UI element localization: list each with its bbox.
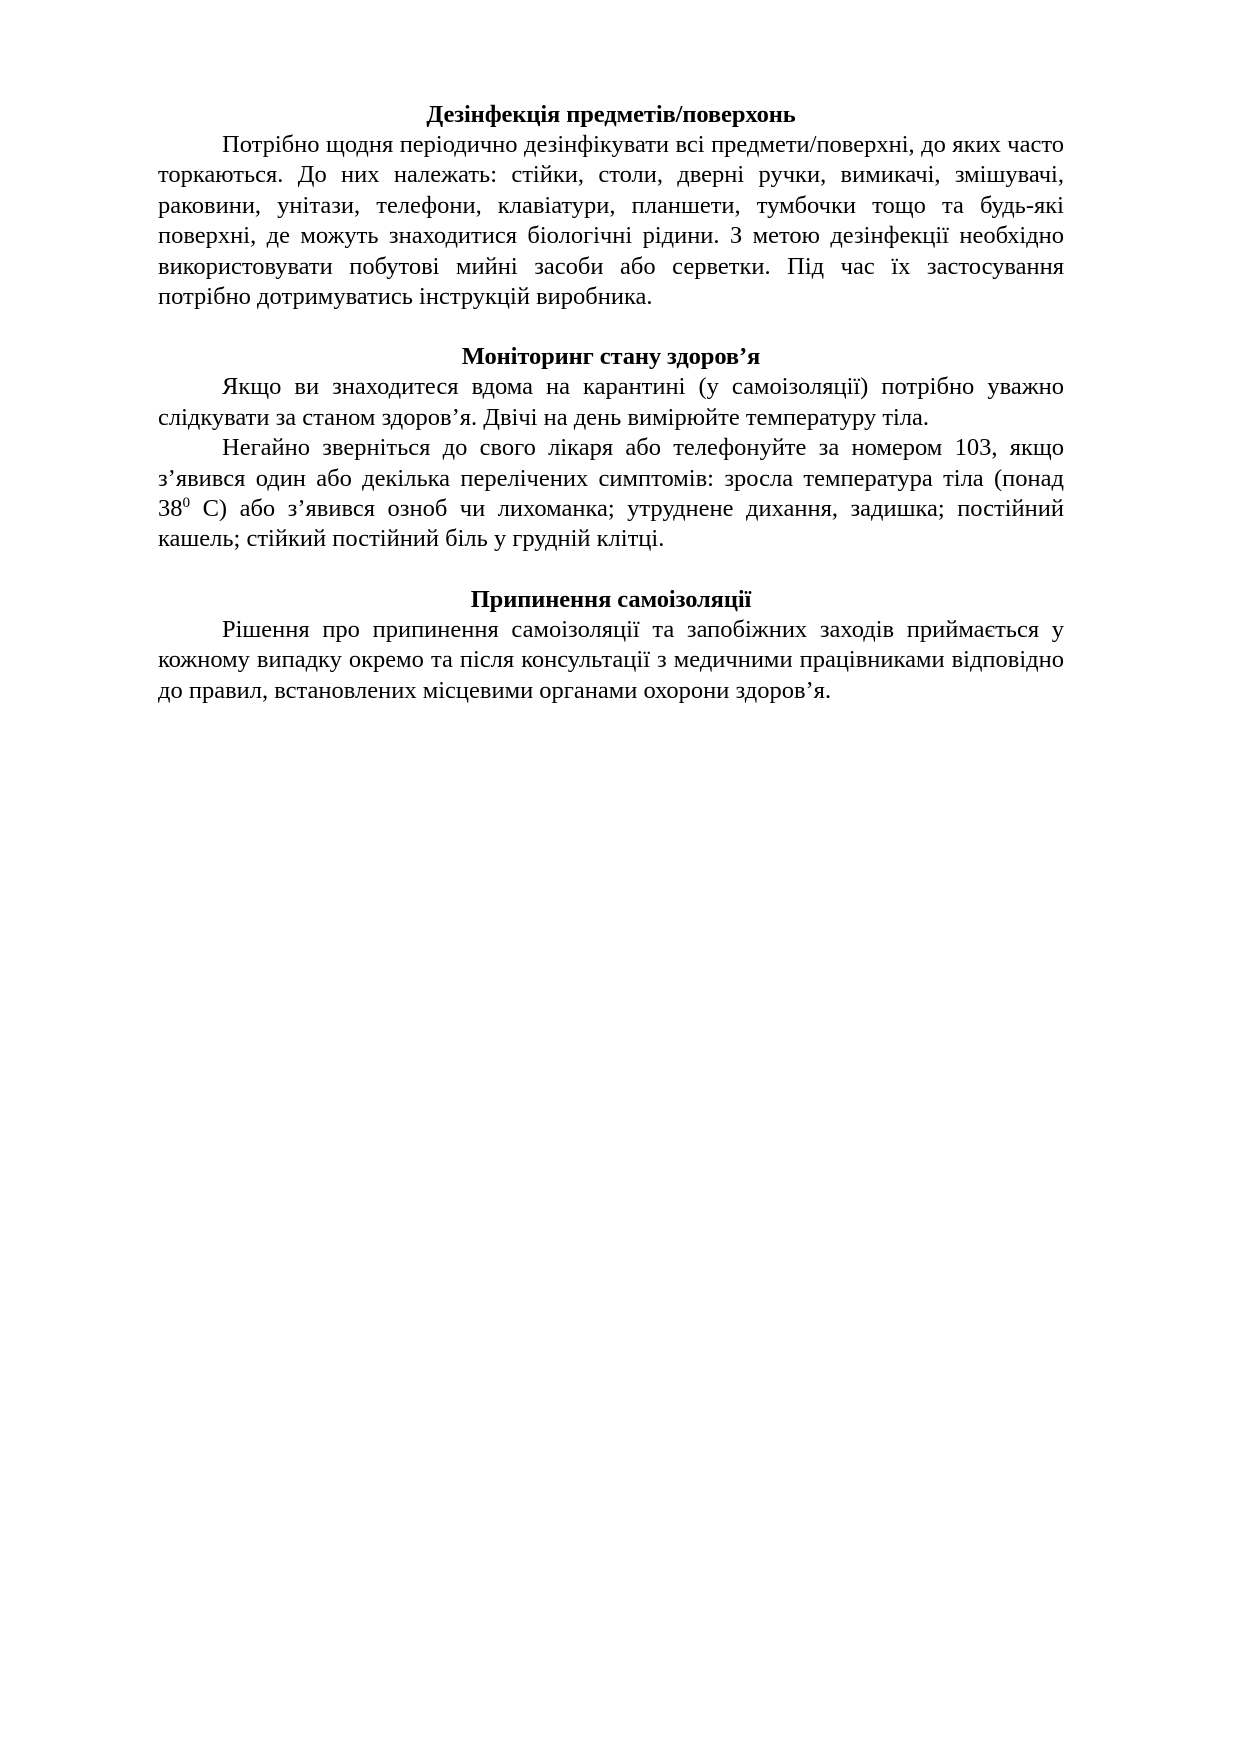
paragraph-symptoms-after: С) або з’явився озноб чи лихоманка; утруднене дихання, задишка; постійний кашель; стійкий постійний біль у грудній клітці. [158, 495, 1064, 553]
section-spacer [158, 312, 1064, 342]
document-body [158, 100, 1064, 706]
degree-superscript: 0 [182, 493, 191, 511]
paragraph-end-isolation: Рішення про припинення самоізоляції та запобіжних заходів приймається у кожному випадку окремо та після консультації з медичними працівниками відповідно до правил, встановлених місцевими органами охорони здоров’я. [158, 615, 1064, 704]
section-spacer [158, 555, 1064, 585]
paragraph-symptoms [158, 433, 1064, 555]
section-heading-health-monitoring: Моніторинг стану здоров’я [461, 343, 761, 371]
section-heading-disinfection: Дезінфекція предметів/поверхонь [426, 101, 796, 128]
section-heading-end-isolation: Припинення самоізоляції [470, 585, 752, 613]
paragraph-symptoms-before: Негайно зверніться до свого лікаря або телефонуйте за номером 103, якщо з’явився один або декілька перелічених симптомів: зросла температура тіла (понад 38 [158, 434, 1064, 523]
paragraph-health-monitoring-intro: Якщо ви знаходитеся вдома на карантині (у самоізоляції) потрібно уважно слідкувати за станом здоров’я. Двічі на день вимірюйте температуру тіла. [158, 373, 1064, 431]
paragraph-disinfection: Потрібно щодня періодично дезінфікувати всі предмети/поверхні, до яких часто торкаються. До них належать: стійки, столи, дверні ручки, вимикачі, змішувачі, раковини, унітази, телефони, клавіатури, планшети, тумбочки тощо та будь-які поверхні, де можуть знаходитися біологічні рідини. З метою дезінфекції необхідно використовувати побутові мийні засоби або серветки. Під час їх застосування потрібно дотримуватись інструкцій виробника. [158, 131, 1064, 311]
